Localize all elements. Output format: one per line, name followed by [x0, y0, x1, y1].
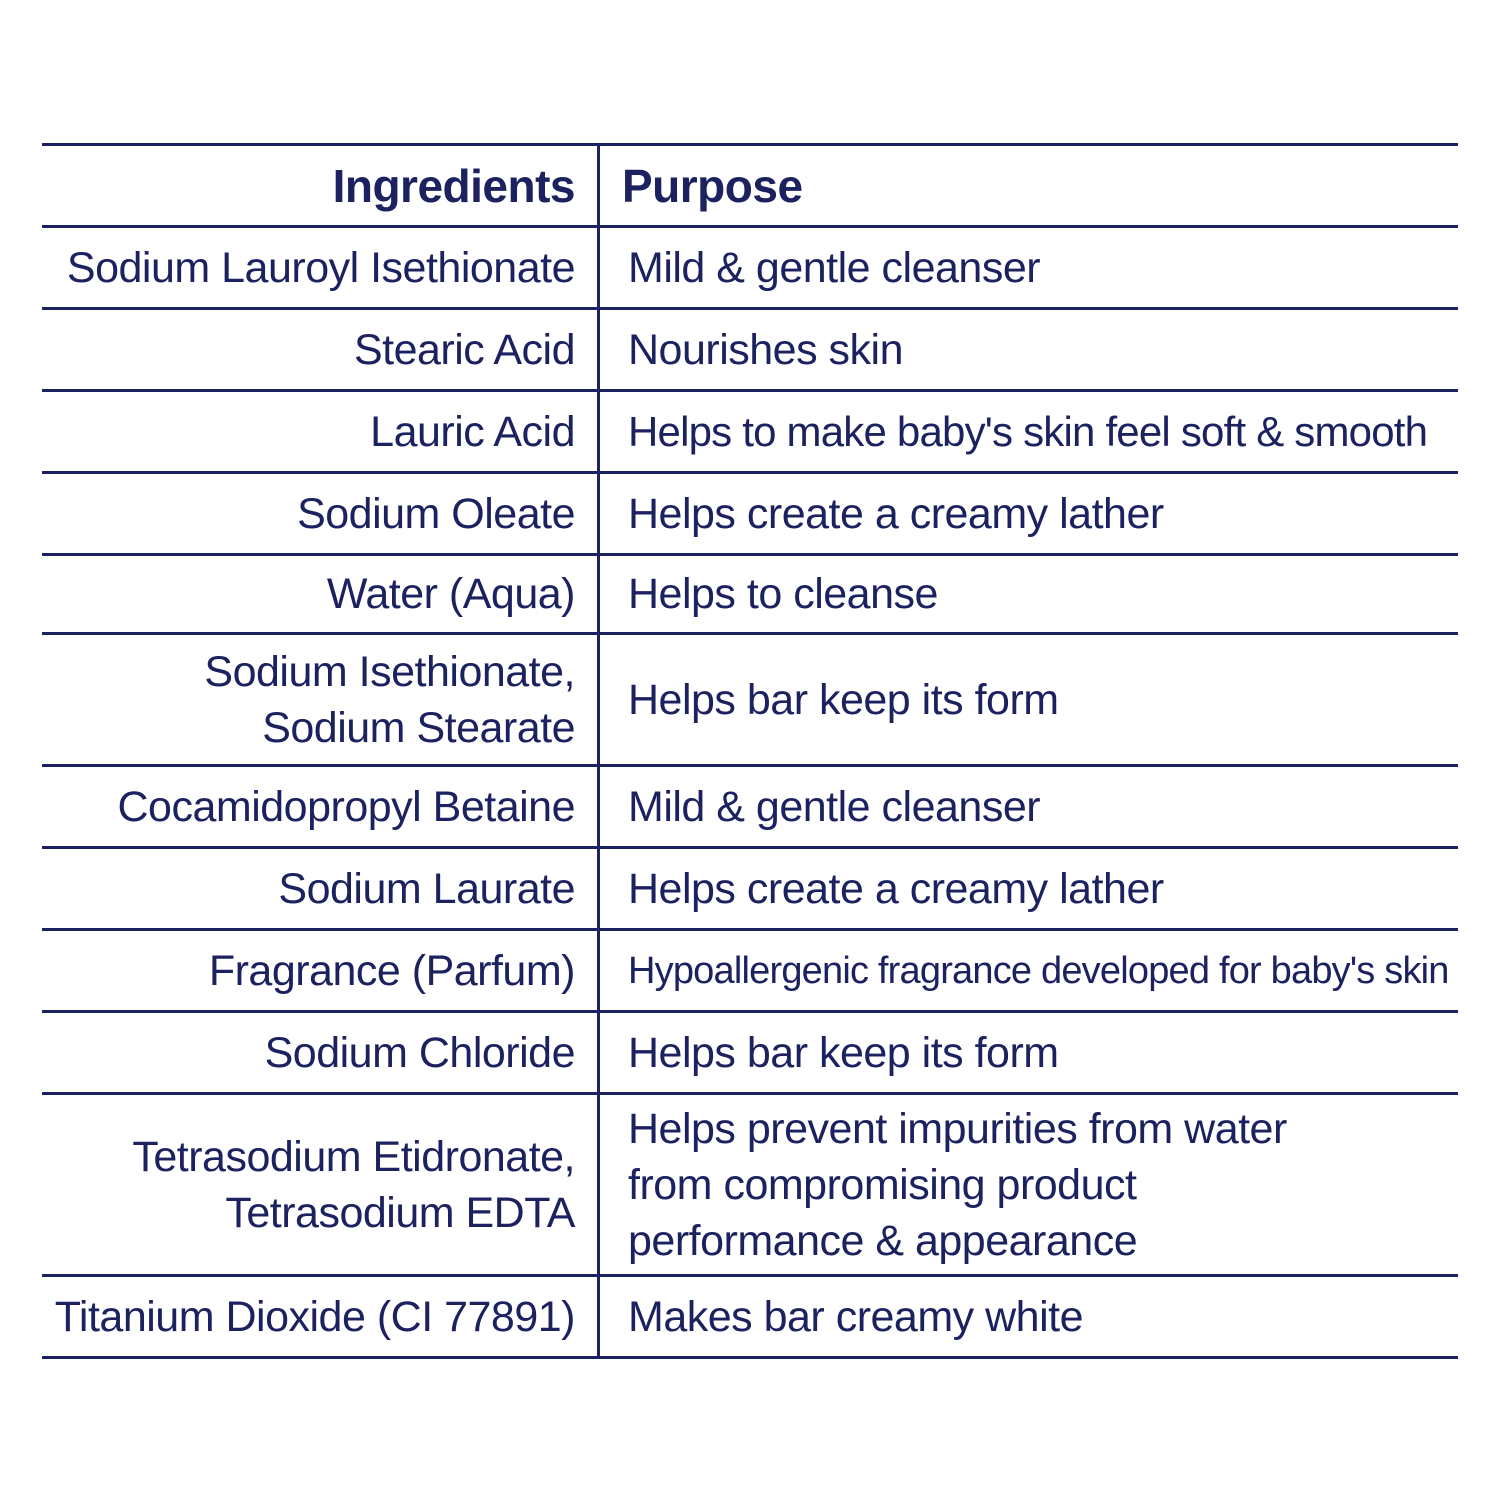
- ingredient-cell: Water (Aqua): [42, 556, 600, 632]
- table-row: [42, 1277, 1458, 1359]
- purpose-cell: Nourishes skin: [628, 325, 903, 374]
- ingredient-cell: Cocamidopropyl Betaine: [42, 767, 600, 846]
- purpose-cell: Helps create a creamy lather: [628, 489, 1164, 538]
- table-row: [42, 767, 1458, 849]
- purpose-cell: Helps prevent impurities from water from compromising product performance & appearance: [628, 1104, 1287, 1265]
- table-row: [42, 392, 1458, 474]
- ingredient-cell: Tetrasodium Etidronate, Tetrasodium EDTA: [42, 1095, 600, 1274]
- header-purpose: Purpose: [622, 159, 803, 212]
- ingredient-cell: Stearic Acid: [42, 310, 600, 389]
- ingredient-cell: Sodium Oleate: [42, 474, 600, 553]
- table-row: [42, 556, 1458, 635]
- table-row: [42, 931, 1458, 1013]
- purpose-cell: Helps to cleanse: [628, 570, 938, 618]
- ingredient-cell: Sodium Laurate: [42, 849, 600, 928]
- table-row: [42, 474, 1458, 556]
- table-row: [42, 635, 1458, 767]
- ingredient-cell: Titanium Dioxide (CI 77891): [42, 1277, 600, 1356]
- ingredient-cell: Lauric Acid: [42, 392, 600, 471]
- purpose-cell: Hypoallergenic fragrance developed for baby's skin: [628, 949, 1449, 992]
- table-header-row: [42, 146, 1458, 228]
- table-row: [42, 1095, 1458, 1277]
- ingredients-table: [42, 143, 1458, 1359]
- purpose-cell: Helps to make baby's skin feel soft & smooth: [628, 407, 1428, 455]
- ingredient-cell: Sodium Lauroyl Isethionate: [42, 228, 600, 307]
- ingredient-cell: Fragrance (Parfum): [42, 931, 600, 1010]
- header-ingredients: Ingredients: [42, 146, 600, 225]
- purpose-cell: Helps create a creamy lather: [628, 864, 1164, 913]
- purpose-cell: Mild & gentle cleanser: [628, 243, 1041, 292]
- table-row: [42, 1013, 1458, 1095]
- table-row: [42, 228, 1458, 310]
- ingredient-cell: Sodium Chloride: [42, 1013, 600, 1092]
- purpose-cell: Helps bar keep its form: [628, 675, 1059, 724]
- table-row: [42, 849, 1458, 931]
- purpose-cell: Makes bar creamy white: [628, 1292, 1083, 1341]
- purpose-cell: Helps bar keep its form: [628, 1028, 1059, 1077]
- purpose-cell: Mild & gentle cleanser: [628, 782, 1041, 831]
- table-row: [42, 310, 1458, 392]
- ingredient-cell: Sodium Isethionate, Sodium Stearate: [42, 635, 600, 764]
